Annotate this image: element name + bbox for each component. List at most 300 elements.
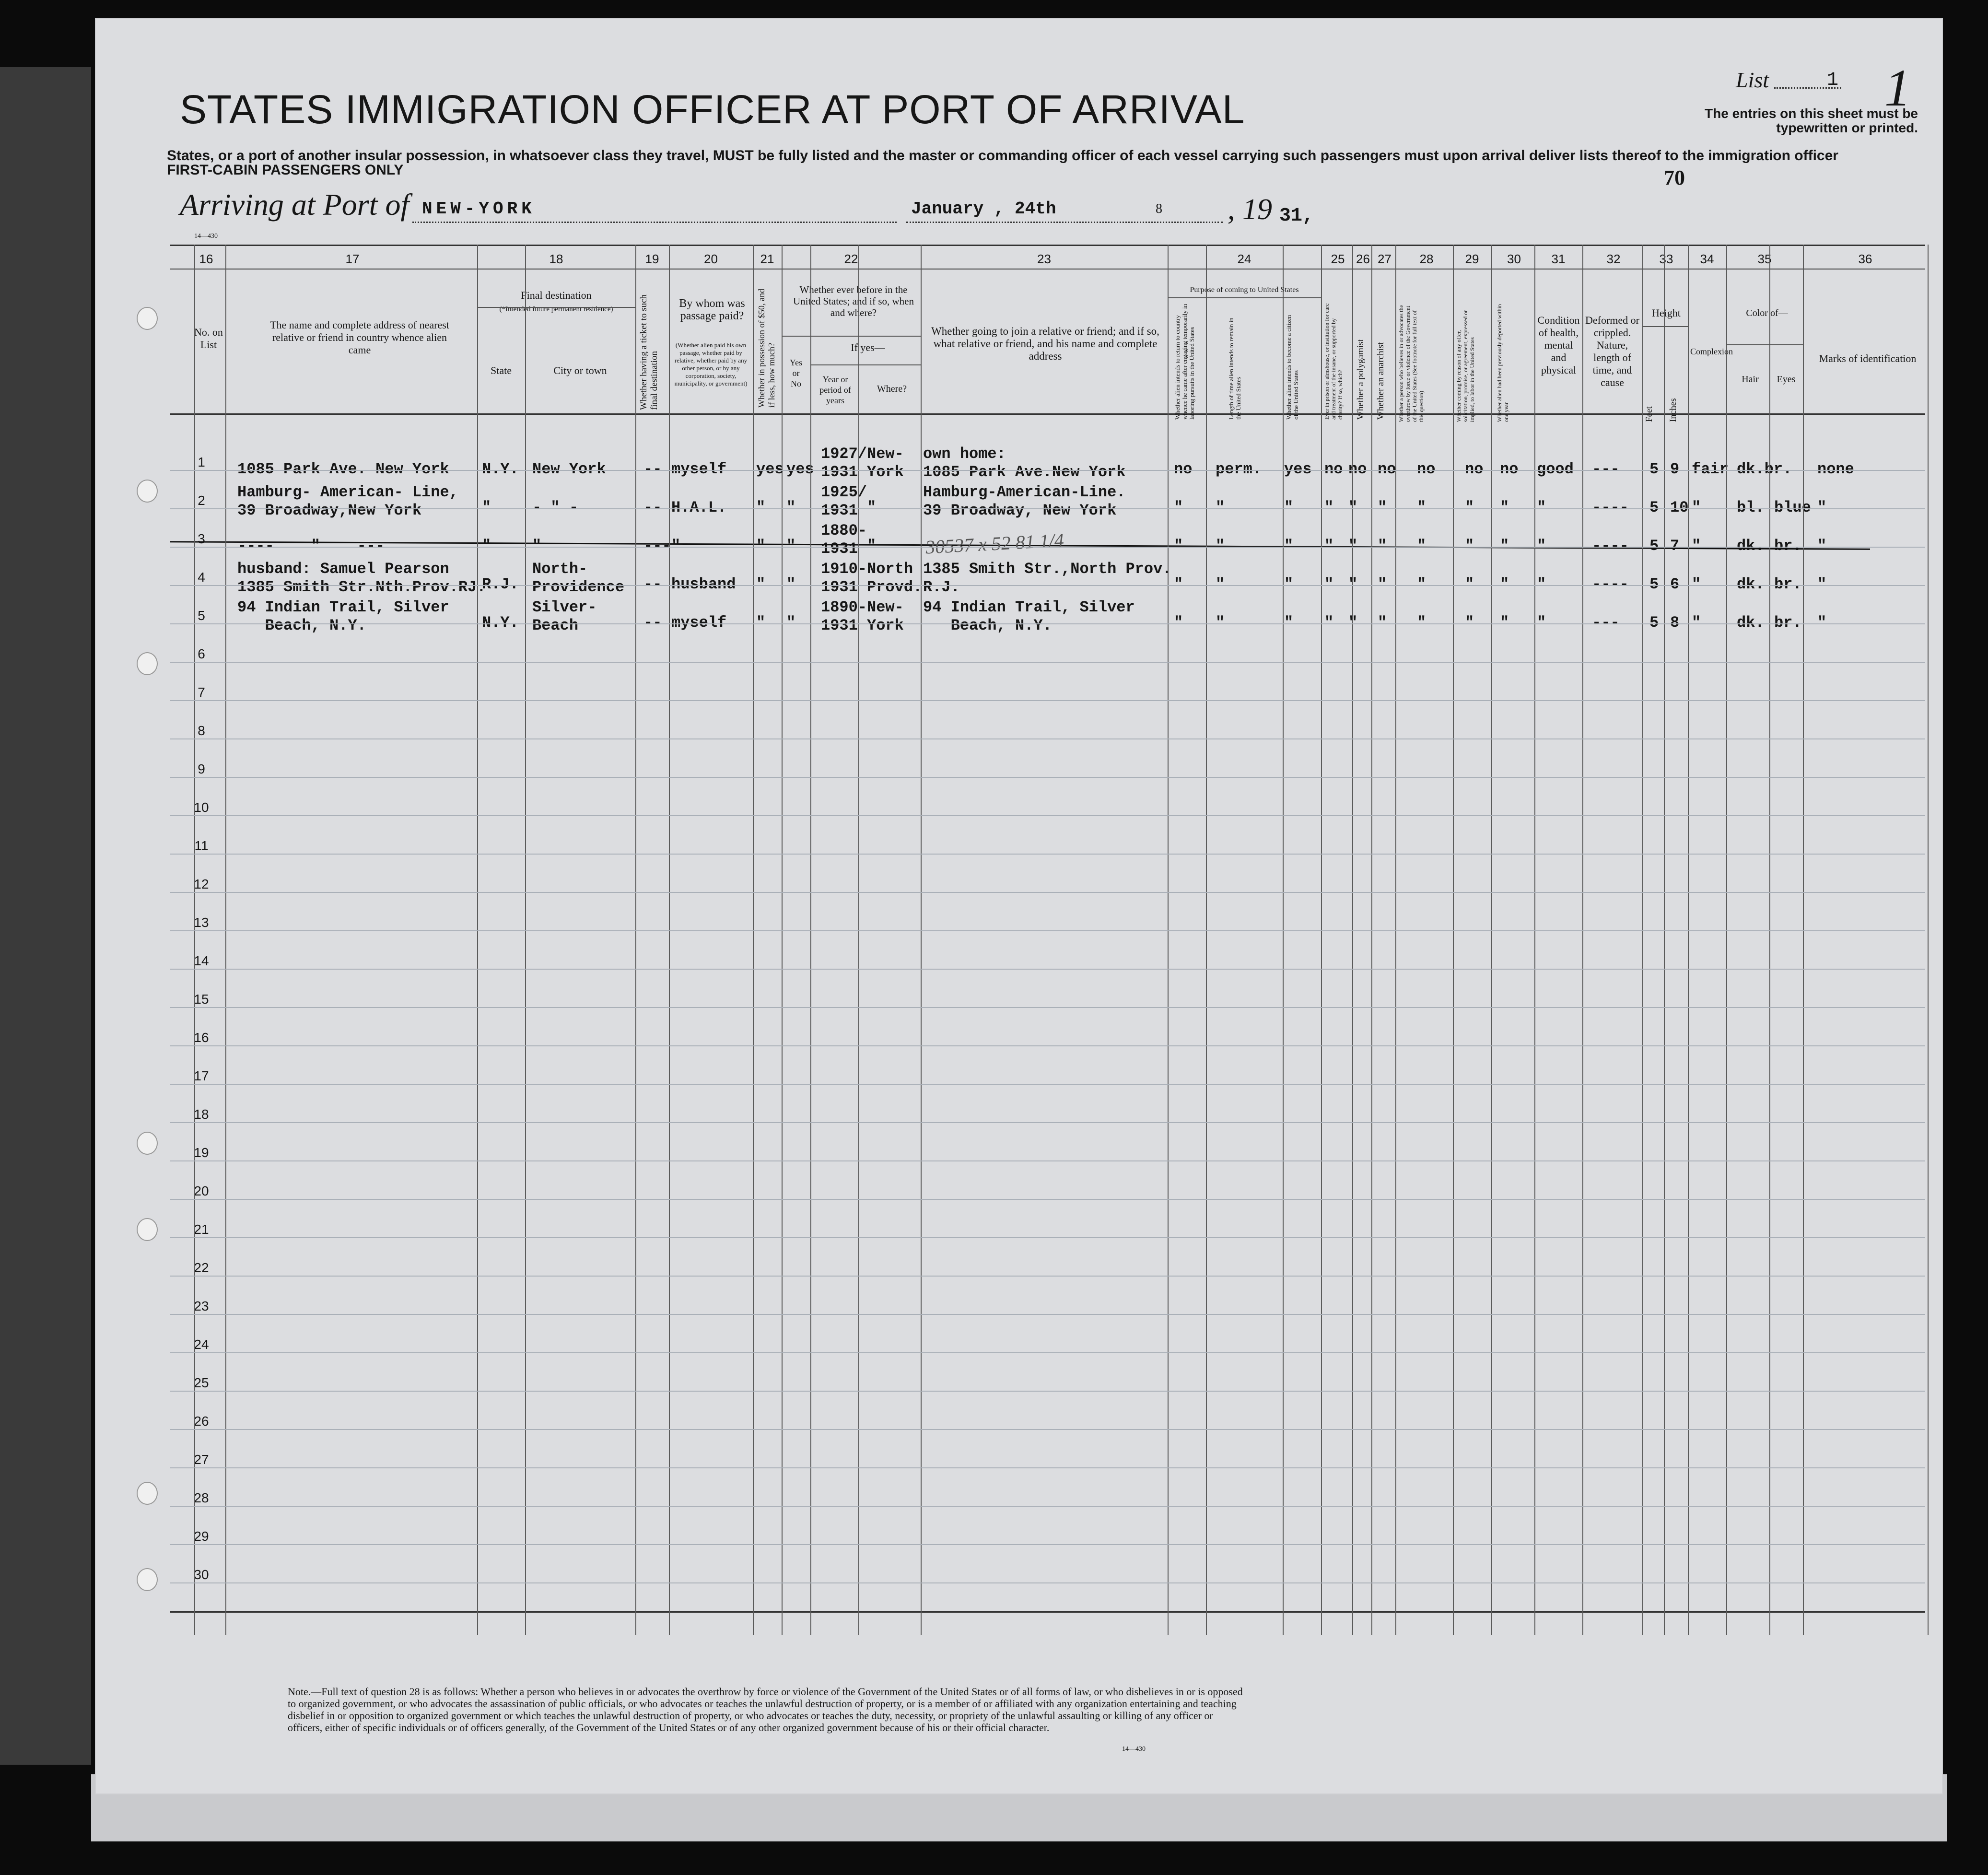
entry-where: " <box>867 537 877 555</box>
col-25: 25 <box>1331 252 1345 266</box>
entry-eyes: br. <box>1774 614 1802 632</box>
entry-complexion: " <box>1692 614 1701 632</box>
hdr-inches: Inches <box>1668 398 1678 422</box>
row-number: 4 <box>198 570 205 585</box>
row-number: 29 <box>194 1529 209 1544</box>
entry-eyes: br. <box>1774 575 1802 593</box>
entry-p-length: perm. <box>1216 460 1262 478</box>
entry-q29: " <box>1465 499 1474 516</box>
entry-where: New- York <box>867 598 904 634</box>
row-number: 3 <box>198 531 205 546</box>
sheet-number: 70 <box>1664 166 1685 189</box>
column-rule <box>1168 245 1169 1635</box>
row-rule <box>170 815 1925 816</box>
page-title: STATES IMMIGRATION OFFICER AT PORT OF ARRIVAL <box>180 87 1245 132</box>
entry-city: " <box>532 537 542 555</box>
entry-complexion: " <box>1692 537 1701 555</box>
col-31: 31 <box>1551 252 1566 266</box>
row-rule <box>170 1582 1925 1583</box>
entry-polygamist: " <box>1348 614 1358 632</box>
entry-paid: H.A.L. <box>671 499 727 516</box>
column-rule <box>1371 245 1372 1635</box>
row-rule <box>170 1045 1925 1046</box>
entry-fifty: " <box>756 499 766 516</box>
col-24: 24 <box>1237 252 1251 266</box>
row-number: 5 <box>198 608 205 623</box>
entry-hair: bl. <box>1737 499 1765 516</box>
entry-state: N.Y. <box>482 460 519 478</box>
handwritten-note-row-3: 30537 x 52 81 1/4 <box>925 529 1064 558</box>
row-number: 28 <box>194 1490 209 1505</box>
binder-hole <box>137 1482 158 1505</box>
entry-q29: " <box>1465 537 1474 555</box>
row-rule <box>170 1007 1925 1008</box>
entry-q29: " <box>1465 614 1474 632</box>
hdr-final-destination: Final destination <box>521 289 592 301</box>
column-rule <box>1688 245 1689 1635</box>
list-handwritten: 1 <box>1884 59 1911 117</box>
entry-prison: " <box>1324 537 1334 555</box>
hdr-purpose-citizen: Whether alien intends to become a citizen of the United States <box>1285 315 1299 420</box>
column-rule <box>1769 245 1770 1635</box>
entry-p-return: no <box>1174 460 1193 478</box>
entry-relative: 1085 Park Ave. New York <box>237 460 449 478</box>
entry-state: N.Y. <box>482 614 519 632</box>
entry-p-citizen: " <box>1284 499 1294 516</box>
col-18: 18 <box>549 252 563 266</box>
header-sub-rule <box>1168 297 1321 298</box>
entry-state: " <box>482 537 491 555</box>
row-number: 30 <box>194 1567 209 1582</box>
hdr-q29: Whether coming by reason of any offer, solicitation, promise, or agreement, expressed or implied, to labor in the United States <box>1455 310 1475 422</box>
row-number: 11 <box>194 838 209 853</box>
row-number: 16 <box>194 1030 209 1045</box>
entry-anarchist: " <box>1378 499 1387 516</box>
row-rule <box>170 623 1925 624</box>
entry-hair: dk. <box>1737 614 1765 632</box>
entry-health: " <box>1537 537 1546 555</box>
entry-city: New York <box>532 460 606 478</box>
instruction-line-1: States, or a port of another insular possession, in whatsoever class they travel, MUST be fully listed and the master or commanding officer of each vessel carrying such passengers must upon arrival deliver lists thereof to the immigration officer <box>167 148 1838 164</box>
column-rule <box>1726 245 1727 1635</box>
entry-fifty: yes <box>756 460 784 478</box>
footnote-question-28: Note.—Full text of question 28 is as follows: Whether a person who believes in or advocates the overthrow by force or violence of the Government of the United States or of all forms of law, or who disbelieves in or is opposed to organized government, or who advocates the assassination of public officials, or who advocates or teaches the unlawful destruction of property, or is a member of or affiliated with any organization entertaining and teaching disbelief in or opposition to organized government or which teaches the unlawful destruction of property, or who advocates or teaches the duty, necessity, or propriety of the unlawful assaulting or killing of any officer or officers, either of specific individuals or of officers generally, of the Government of the United States or of any other organized government because of his or their official character. <box>288 1686 1243 1734</box>
column-rule <box>1395 245 1396 1635</box>
row-number: 20 <box>194 1184 209 1198</box>
row-number: 27 <box>194 1452 209 1467</box>
column-rule <box>1642 245 1643 1635</box>
date-mark: 8 <box>1156 201 1162 216</box>
hdr-passage-paid-note: (Whether alien paid his own passage, whether paid by relative, whether paid by any other person, or by any corporation, society, municipality, or government) <box>674 341 748 387</box>
hdr-deformed: Deformed or crippled. Nature, length of time, and cause <box>1585 314 1639 388</box>
entry-q28: " <box>1417 499 1427 516</box>
column-rule <box>194 245 195 1635</box>
list-value: 1 <box>1827 70 1839 91</box>
hdr-color-of: Color of— <box>1746 308 1788 318</box>
entry-health: good <box>1537 460 1574 478</box>
entry-relative: 94 Indian Trail, Silver Beach, N.Y. <box>237 598 449 634</box>
entry-joining: 1385 Smith Str.,North Prov. R.J. <box>923 560 1172 596</box>
binder-hole <box>137 652 158 675</box>
entry-years: 1927/ 1931 <box>821 445 867 481</box>
entry-inches: 6 <box>1670 575 1680 593</box>
entry-deformed: ---- <box>1592 575 1629 593</box>
col-28: 28 <box>1419 252 1434 266</box>
row-number: 17 <box>194 1068 209 1083</box>
col-34: 34 <box>1700 252 1714 266</box>
entry-eyes: br. <box>1774 537 1802 555</box>
entries-note: The entries on this sheet must be typewritten or printed. <box>1705 106 1918 135</box>
header-sub-rule <box>477 307 635 308</box>
entry-fifty: " <box>756 575 766 593</box>
entry-q30: no <box>1500 460 1519 478</box>
hdr-if-yes: If yes— <box>851 341 885 353</box>
row-rule <box>170 1237 1925 1238</box>
row-rule <box>170 1506 1925 1507</box>
hdr-eyes: Eyes <box>1777 374 1796 385</box>
row-rule <box>170 1276 1925 1277</box>
entry-marks: none <box>1817 460 1854 478</box>
row-number: 14 <box>194 953 209 968</box>
grid-top-rule <box>170 245 1925 246</box>
date-line <box>906 222 1223 223</box>
entry-complexion: " <box>1692 575 1701 593</box>
entry-p-return: " <box>1174 537 1183 555</box>
row-number: 8 <box>198 723 205 738</box>
row-rule <box>170 700 1925 701</box>
entry-inches: 7 <box>1670 537 1680 555</box>
year-prefix: , 19 <box>1228 193 1272 226</box>
row-number: 6 <box>198 646 205 661</box>
entry-p-return: " <box>1174 499 1183 516</box>
binder-hole <box>137 480 158 503</box>
hdr-passage-paid: By whom was passage paid? <box>679 297 745 322</box>
row-number: 21 <box>194 1222 209 1237</box>
hdr-q28: Whether a person who believes in or advocates the overthrow by force or violence of the Government of the United States (See footnote for full text of this question) <box>1398 305 1425 422</box>
entry-paid: myself <box>671 614 727 632</box>
entry-where: New- York <box>867 445 904 481</box>
entry-p-citizen: yes <box>1284 460 1312 478</box>
entry-joining: Hamburg-American-Line. 39 Broadway, New York <box>923 483 1126 519</box>
header-sub-rule <box>1726 344 1803 345</box>
column-rule <box>1803 245 1804 1635</box>
entry-years: 1890- 1931 <box>821 598 867 634</box>
entry-inches: 9 <box>1670 460 1680 478</box>
hdr-joining: Whether going to join a relative or friend; and if so, what relative or friend, and his name and complete address <box>931 325 1159 362</box>
row-rule <box>170 1199 1925 1200</box>
list-label: List <box>1736 68 1769 92</box>
col-20: 20 <box>704 252 718 266</box>
entry-q28: " <box>1417 537 1427 555</box>
form-number-bottom: 14—430 <box>1122 1746 1146 1753</box>
entry-inches: 10 <box>1670 499 1689 516</box>
row-rule <box>170 1314 1925 1315</box>
entry-p-length: " <box>1216 575 1225 593</box>
date-value: January , 24th <box>911 199 1056 219</box>
entry-complexion: fair <box>1692 460 1729 478</box>
arriving-label: Arriving at Port of <box>180 188 409 222</box>
entry-p-citizen: " <box>1284 575 1294 593</box>
entry-q30: " <box>1500 614 1509 632</box>
hdr-health: Condition of health, mental and physical <box>1537 314 1580 376</box>
entry-marks: " <box>1817 499 1827 516</box>
column-rule <box>1491 245 1492 1635</box>
entry-city: North- Providence <box>532 560 625 596</box>
row-rule <box>170 1122 1925 1123</box>
column-rule <box>1664 245 1665 1635</box>
hdr-hair: Hair <box>1742 374 1759 385</box>
row-rule <box>170 1352 1925 1353</box>
entry-joining: own home: 1085 Park Ave.New York <box>923 445 1126 481</box>
entry-eyes: blue <box>1774 499 1811 516</box>
entry-deformed: ---- <box>1592 537 1629 555</box>
row-number: 23 <box>194 1299 209 1313</box>
entry-feet: 5 <box>1649 575 1659 593</box>
hdr-feet: Feet <box>1644 406 1654 422</box>
entry-hair: dk.br. <box>1737 460 1792 478</box>
row-number: 1 <box>198 455 205 469</box>
row-rule <box>170 777 1925 778</box>
header-sub-rule <box>782 336 921 337</box>
entry-hair: dk. <box>1737 575 1765 593</box>
entry-p-length: " <box>1216 614 1225 632</box>
hdr-ticket: Whether having a ticket to such final destination <box>639 294 659 410</box>
entry-complexion: " <box>1692 499 1701 516</box>
hdr-anarchist: Whether an anarchist <box>1376 342 1386 420</box>
entry-p-length: " <box>1216 499 1225 516</box>
entry-fifty: " <box>756 537 766 555</box>
row-rule <box>170 470 1925 471</box>
entry-prison: no <box>1324 460 1343 478</box>
entry-q28: " <box>1417 614 1427 632</box>
entry-fifty: " <box>756 614 766 632</box>
entry-years: 1925/ 1931 <box>821 483 867 519</box>
row-number: 9 <box>198 762 205 776</box>
col-30: 30 <box>1507 252 1521 266</box>
column-rule <box>858 245 859 1635</box>
row-number: 12 <box>194 877 209 891</box>
col-26: 26 <box>1356 252 1370 266</box>
row-rule <box>170 508 1925 509</box>
binder-hole <box>137 1132 158 1155</box>
entry-polygamist: no <box>1348 460 1367 478</box>
entry-p-return: " <box>1174 575 1183 593</box>
entry-ticket: -- <box>643 499 662 516</box>
entry-prison: " <box>1324 575 1334 593</box>
entry-feet: 5 <box>1649 614 1659 632</box>
row-rule <box>170 1084 1925 1085</box>
column-rule <box>477 245 478 1635</box>
row-number: 7 <box>198 685 205 700</box>
entry-where: " <box>867 499 877 516</box>
hdr-final-destination-note: (*Intended future permanent residence) <box>499 305 613 313</box>
row-number: 15 <box>194 992 209 1007</box>
entry-feet: 5 <box>1649 499 1659 516</box>
row-rule <box>170 1544 1925 1545</box>
entry-marks: " <box>1817 614 1827 632</box>
column-rule <box>1352 245 1353 1635</box>
entry-q29: no <box>1465 460 1484 478</box>
entry-relative: Hamburg- American- Line, 39 Broadway,New York <box>237 483 458 519</box>
column-rule <box>225 245 226 1635</box>
hdr-marks: Marks of identification <box>1819 352 1917 364</box>
entry-q28: no <box>1417 460 1436 478</box>
entry-ticket: --- <box>643 537 671 555</box>
col-35: 35 <box>1757 252 1772 266</box>
binder-hole <box>137 1568 158 1591</box>
row-number: 13 <box>194 915 209 930</box>
column-rule <box>669 245 670 1635</box>
entry-ticket: -- <box>643 575 662 593</box>
entry-years: 1910- 1931 <box>821 560 867 596</box>
row-rule <box>170 547 1925 548</box>
row-rule <box>170 1429 1925 1430</box>
column-rule <box>635 245 636 1635</box>
entry-paid: myself <box>671 460 727 478</box>
hdr-complexion: Complexion <box>1690 347 1733 356</box>
row-rule <box>170 1391 1925 1392</box>
column-rule <box>753 245 754 1635</box>
column-rule <box>921 245 922 1635</box>
binder-hole <box>137 307 158 330</box>
entry-prison: " <box>1324 499 1334 516</box>
row-number: 22 <box>194 1260 209 1275</box>
entry-before: " <box>786 499 796 516</box>
entry-relative: husband: Samuel Pearson 1385 Smith Str.Nth.Prov.RJ. <box>237 560 486 596</box>
column-rule <box>1321 245 1322 1635</box>
col-21: 21 <box>760 252 774 266</box>
entry-paid: husband <box>671 575 736 593</box>
hdr-purpose: Purpose of coming to United States <box>1190 286 1299 294</box>
entry-p-citizen: " <box>1284 614 1294 632</box>
entry-anarchist: " <box>1378 614 1387 632</box>
entry-q30: " <box>1500 575 1509 593</box>
column-rule <box>1453 245 1454 1635</box>
column-rule <box>810 245 811 1635</box>
entry-p-length: " <box>1216 537 1225 555</box>
hdr-year-period: Year or period of years <box>819 375 851 405</box>
entry-state: R.J. <box>482 575 519 593</box>
hdr-q30: Whether alien had been previously deported within one year <box>1496 304 1509 422</box>
header-sub-rule <box>1642 326 1688 327</box>
row-rule <box>170 892 1925 893</box>
col-36: 36 <box>1858 252 1872 266</box>
column-rule <box>1534 245 1535 1635</box>
col-27: 27 <box>1378 252 1392 266</box>
entry-anarchist: " <box>1378 537 1387 555</box>
hdr-height: Height <box>1652 307 1681 319</box>
row-number: 2 <box>198 493 205 508</box>
entry-years: 1880- 1931 <box>821 522 867 558</box>
hdr-yes-no: Yes or No <box>789 358 803 388</box>
col-16: 16 <box>199 252 213 266</box>
form-number-top: 14—430 <box>194 233 218 240</box>
row-rule <box>170 662 1925 663</box>
entry-prison: " <box>1324 614 1334 632</box>
entry-before: yes <box>786 460 814 478</box>
row-number: 10 <box>194 800 209 815</box>
entry-feet: 5 <box>1649 460 1659 478</box>
entry-health: " <box>1537 499 1546 516</box>
entry-inches: 8 <box>1670 614 1680 632</box>
entry-city: Silver- Beach <box>532 598 597 634</box>
column-rule <box>1582 245 1583 1635</box>
instruction-line-2: FIRST-CABIN PASSENGERS ONLY <box>167 162 404 178</box>
row-number: 24 <box>194 1337 209 1352</box>
entry-before: " <box>786 575 796 593</box>
entry-where: North Provd. <box>867 560 923 596</box>
entry-health: " <box>1537 614 1546 632</box>
column-rule <box>782 245 783 1635</box>
port-line <box>412 222 897 223</box>
entry-ticket: -- <box>643 614 662 632</box>
entry-deformed: ---- <box>1592 499 1629 516</box>
col-19: 19 <box>645 252 659 266</box>
entry-p-citizen: " <box>1284 537 1294 555</box>
port-value: NEW-YORK <box>422 199 536 219</box>
entry-marks: " <box>1817 575 1827 593</box>
column-rule <box>1283 245 1284 1635</box>
entry-feet: 5 <box>1649 537 1659 555</box>
column-number-rule <box>170 269 1925 270</box>
col-22: 22 <box>844 252 858 266</box>
header-sub-rule <box>810 364 921 365</box>
binder-hole <box>137 1218 158 1241</box>
hdr-purpose-return: Whether alien intends to return to country whence he came after engaging temporarily in laboring pursuits in the United States <box>1174 304 1195 420</box>
col-33: 33 <box>1659 252 1673 266</box>
grid-bottom-rule <box>170 1611 1925 1613</box>
hdr-where: Where? <box>877 384 907 394</box>
entry-q30: " <box>1500 537 1509 555</box>
entry-paid: " <box>671 537 681 555</box>
entry-q30: " <box>1500 499 1509 516</box>
column-rule <box>525 245 526 1635</box>
row-rule <box>170 585 1925 586</box>
entry-city: - " - <box>532 499 579 516</box>
entry-before: " <box>786 537 796 555</box>
entry-anarchist: " <box>1378 575 1387 593</box>
hdr-nearest-relative: The name and complete address of nearest relative or friend in country whence alien came <box>270 319 449 356</box>
col-32: 32 <box>1606 252 1621 266</box>
column-rule <box>1206 245 1207 1635</box>
row-number: 25 <box>194 1375 209 1390</box>
entry-q29: " <box>1465 575 1474 593</box>
row-rule <box>170 854 1925 855</box>
col-29: 29 <box>1465 252 1479 266</box>
entry-hair: dk. <box>1737 537 1765 555</box>
year-suffix: 31, <box>1279 205 1314 227</box>
entry-relative: ---- " --- <box>237 537 385 555</box>
scanner-edge <box>0 67 91 1765</box>
row-rule <box>170 1467 1925 1468</box>
hdr-purpose-length: Length of time alien intends to remain in the United States <box>1228 317 1242 420</box>
entry-anarchist: no <box>1378 460 1396 478</box>
col-23: 23 <box>1037 252 1051 266</box>
entry-joining: 94 Indian Trail, Silver Beach, N.Y. <box>923 598 1135 634</box>
row-rule <box>170 738 1925 739</box>
row-number: 18 <box>194 1107 209 1122</box>
entry-before: " <box>786 614 796 632</box>
col-17: 17 <box>345 252 360 266</box>
row-number: 19 <box>194 1145 209 1160</box>
entry-state: " <box>482 499 491 516</box>
entry-polygamist: " <box>1348 575 1358 593</box>
entry-ticket: -- <box>643 460 662 478</box>
hdr-city: City or town <box>553 364 607 376</box>
hdr-no-on-list: No. on List <box>194 326 223 351</box>
entry-deformed: --- <box>1592 460 1620 478</box>
hdr-prison: Ever in prison or almshouse, or institution for care and treatment of the insane, or supported by charity? If so, which? <box>1323 303 1344 420</box>
